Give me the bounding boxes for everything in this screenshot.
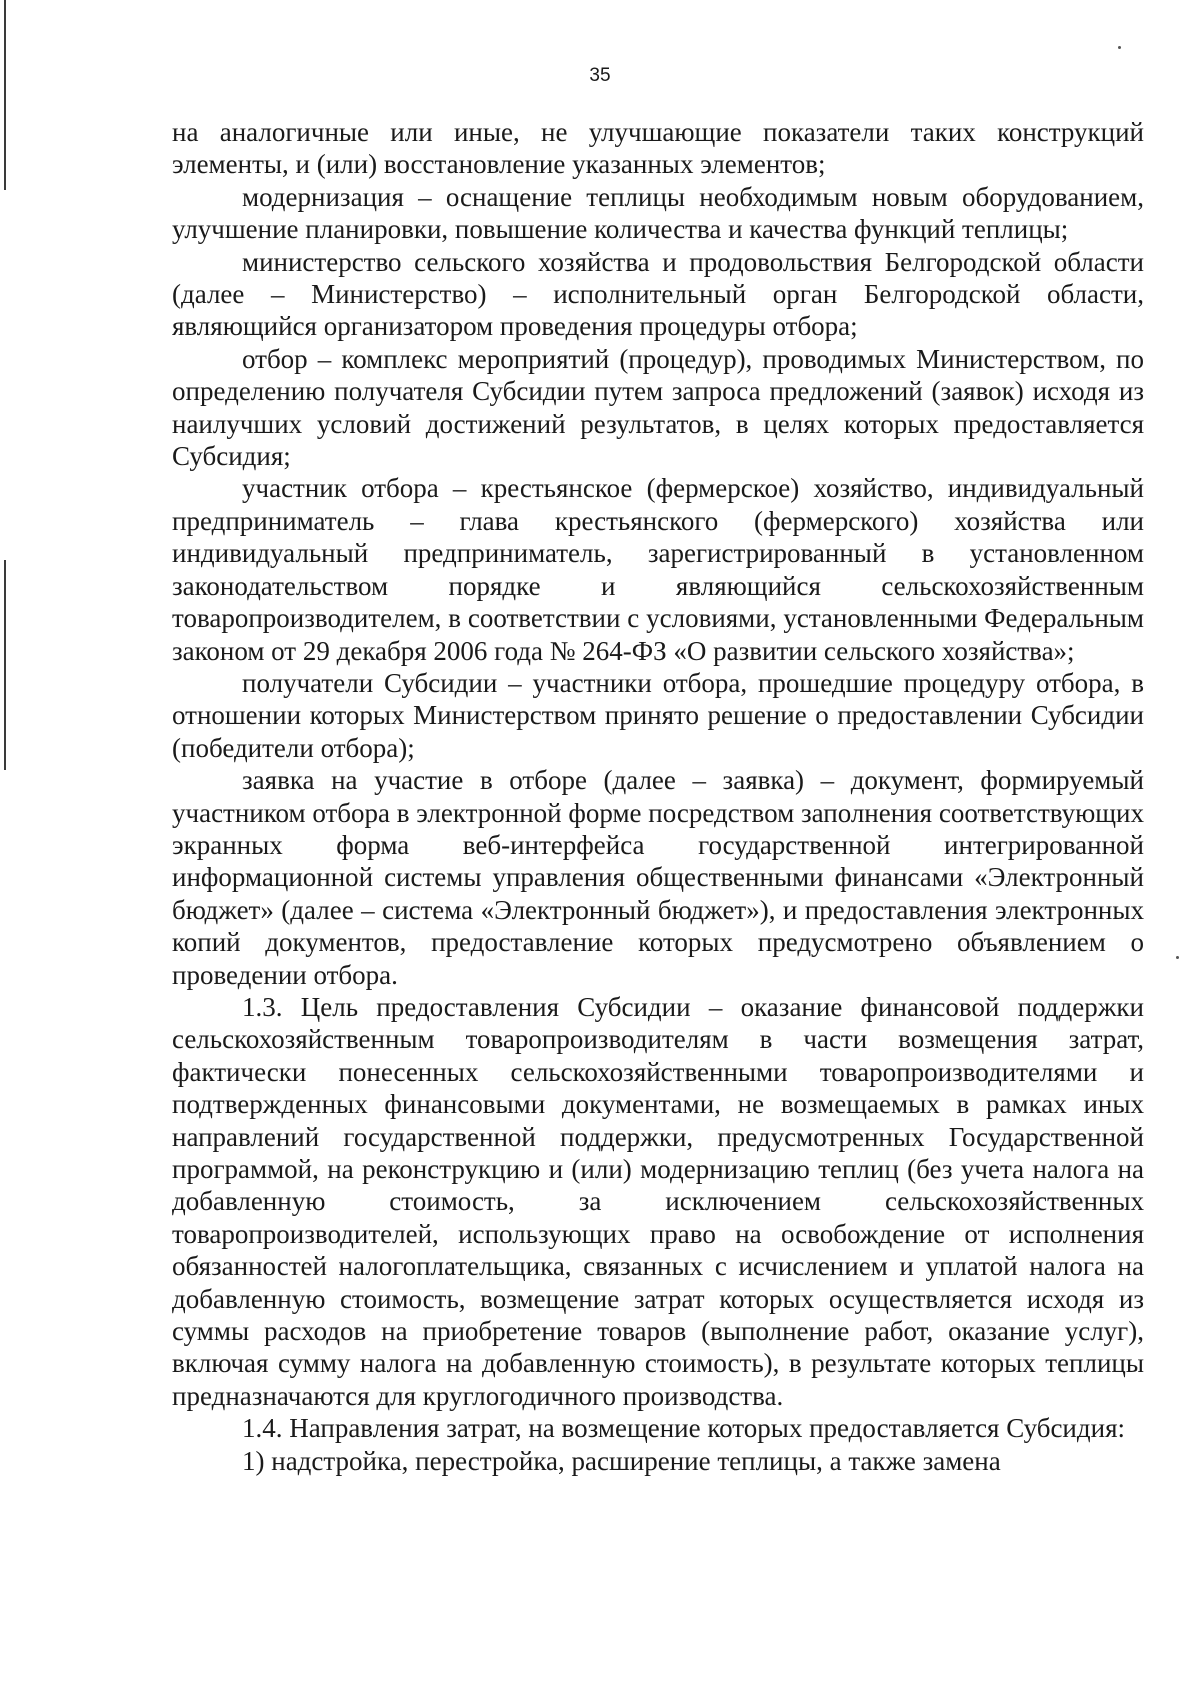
section-1-3-purpose: 1.3. Цель предоставления Субсидии – оказание финансовой поддержки сельскохозяйственным товаропроизводителям в части возмещения затрат, фактически понесенных сельскохозяйственными товаропроизводителями и подтвержденных финансовыми документами, не возмещаемых в рамках иных направлений государственной поддержки, предусмотренных Государственной программой, на реконструкцию и (или) модернизацию теплиц (без учета налога на добавленную стоимость, за исключением сельскохозяйственных товаропроизводителей, использующих право на освобождение от исполнения обязанностей налогоплательщика, связанных с исчислением и уплатой налога на добавленную стоимость, возмещение затрат которых осуществляется исходя из суммы расходов на приобретение товаров (выполнение работ, оказание услуг), включая сумму налога на добавленную стоимость), в результате которых теплицы предназначаются для круглогодичного производства.	[172, 991, 1144, 1411]
paragraph-continuation: на аналогичные или иные, не улучшающие показатели таких конструкций элементы, и (или) восстановление указанных элементов;	[172, 117, 1144, 180]
definition-selection-participant: участник отбора – крестьянское (фермерское) хозяйство, индивидуальный предприниматель – глава крестьянского (фермерского) хозяйства или индивидуальный предприниматель, зарегистрированный в установленном законодательством порядке и являющийся сельскохозяйственным товаропроизводителем, в соответствии с условиями, установленными Федеральным законом от 29 декабря 2006 года № 264-ФЗ «О развитии сельского хозяйства»;	[172, 473, 1144, 666]
definition-subsidy-recipients: получатели Субсидии – участники отбора, прошедшие процедуру отбора, в отношении которых Министерством принято решение о предоставлении Субсидии (победители отбора);	[172, 667, 1144, 763]
definition-selection: отбор – комплекс мероприятий (процедур), проводимых Министерством, по определению получателя Субсидии путем запроса предложений (заявок) исходя из наилучших условий достижений результатов, в целях которых предоставляется Субсидия;	[172, 343, 1144, 472]
definition-modernization: модернизация – оснащение теплицы необходимым новым оборудованием, улучшение планировки, повышение количества и качества функций теплицы;	[172, 181, 1144, 245]
scan-edge-mark	[4, 560, 6, 770]
scan-edge-mark	[4, 0, 6, 190]
document-body	[172, 116, 1144, 1477]
page-number: 35	[589, 65, 611, 86]
definition-ministry: министерство сельского хозяйства и продовольствия Белгородской области (далее – Министерство) – исполнительный орган Белгородской области, являющийся организатором проведения процедуры отбора;	[172, 246, 1144, 342]
section-1-4-cost-directions: 1.4. Направления затрат, на возмещение которых предоставляется Субсидия:	[242, 1413, 1125, 1444]
scan-speck	[1118, 46, 1121, 49]
scan-speck	[1176, 956, 1179, 959]
definition-application: заявка на участие в отборе (далее – заявка) – документ, формируемый участником отбора в электронной форме посредством заполнения соответствующих экранных форма веб-интерфейса государственной интегрированной информационной системы управления общественными финансами «Электронный бюджет» (далее – система «Электронный бюджет»), и предоставления электронных копий документов, предоставление которых предусмотрено объявлением о проведении отбора.	[172, 765, 1144, 990]
list-item-1: 1) надстройка, перестройка, расширение теплицы, а также замена	[242, 1445, 1001, 1476]
